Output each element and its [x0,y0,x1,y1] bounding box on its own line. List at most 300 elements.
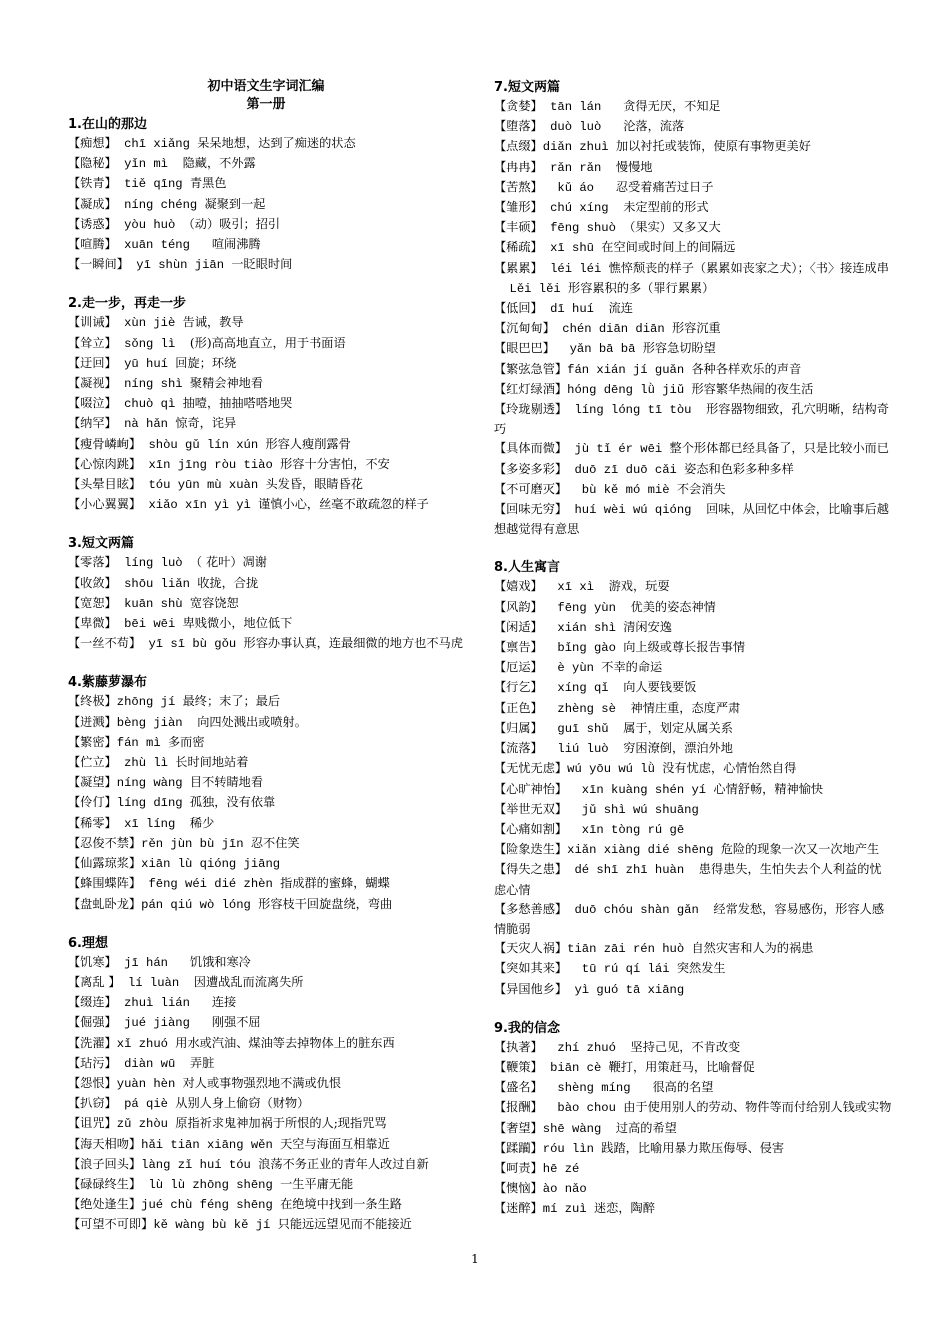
vocab-word: 【得失之患】 [494,862,568,877]
vocab-pinyin: duò luò [542,120,624,135]
vocab-pinyin: xǐ zhuó [116,1036,176,1051]
vocab-entry [494,137,892,157]
vocab-pinyin: yī sī bù gǒu [141,637,244,652]
vocab-pinyin: diǎn zhuì [542,140,616,155]
document-subtitle: 第一册 [246,97,286,112]
vocab-word: 【零落】 [68,555,117,570]
section-title: 6.理想 [68,935,108,951]
vocab-word: 【诅咒】 [68,1116,117,1131]
vocab-entry [494,980,892,1000]
vocab-word: 【伫立】 [68,755,117,770]
vocab-pinyin: xīn kuàng shén yí [567,782,714,797]
vocab-definition: 心情舒畅，精神愉快 [713,781,824,796]
vocab-pinyin: jī hán [116,955,190,970]
section-title: 8.人生寓言 [494,560,560,576]
vocab-word: 【一丝不苟】 [68,636,142,651]
vocab-definition: 形容沉重 [671,321,721,336]
vocab-pinyin: fēng wéi dié zhèn [141,877,281,892]
vocab-definition: 多而密 [167,734,205,749]
vocab-entry [494,97,892,117]
vocab-pinyin: yū huí [116,356,176,371]
vocab-word: 【无忧无虑】 [494,761,568,776]
vocab-definition: 告诫，教导 [182,315,244,330]
vocab-word: 【一瞬间】 [68,257,129,272]
vocab-definition: 形容十分害怕，不安 [280,456,390,471]
vocab-word: 【呵责】 [494,1160,543,1175]
vocab-word: 【绝处逢生】 [68,1197,142,1212]
vocab-word: 【稀零】 [68,815,117,830]
vocab-definition: 游戏，玩耍 [608,579,670,594]
vocab-pinyin: lí luàn [120,975,194,990]
vocab-definition: 用水或汽油、煤油等去掉物体上的脏东西 [175,1035,395,1050]
vocab-entry [68,733,464,753]
vocab-word: 【具体而微】 [494,441,568,456]
vocab-entry [494,577,892,597]
vocab-entry [68,354,464,374]
vocab-entry [68,174,464,194]
vocab-word: 【雏形】 [494,200,543,215]
vocab-entry [494,117,892,137]
vocab-pinyin: mí zuì [542,1202,594,1217]
vocab-pinyin: xíng qǐ [542,681,624,696]
vocab-definition: 姿态和色彩多种多样 [684,461,794,476]
vocab-definition: 回味，从回忆中体会，比喻事后越想越觉得有意思 [494,502,889,537]
vocab-entry [68,134,464,154]
vocab-word: 【奢望】 [494,1120,543,1135]
vocab-entry [494,319,892,339]
vocab-definition: 青黑色 [189,176,227,191]
vocab-entry [68,235,464,255]
vocab-entry [494,259,892,279]
vocab-entry [68,1114,464,1134]
vocab-entry [68,692,464,712]
section [68,294,464,515]
vocab-entry [494,618,892,638]
vocab-word: 【诱惑】 [68,216,117,231]
vocab-pinyin: xī líng [116,816,190,831]
vocab-entry [68,594,464,614]
vocab-entry [494,299,892,319]
vocab-word: 【风韵】 [494,599,543,614]
vocab-definition: 天空与海面互相靠近 [280,1136,390,1151]
vocab-word: 【纳罕】 [68,416,117,431]
section-title: 4.紫藤萝瀑布 [68,675,147,691]
vocab-pinyin: zǔ zhòu [116,1117,176,1132]
vocab-entry [494,860,892,899]
vocab-word: 【终极】 [68,694,117,709]
vocab-pinyin: xī xì [542,580,609,595]
vocab-pinyin: léi léi [542,261,609,276]
vocab-entry [68,634,464,654]
vocab-entry [68,993,464,1013]
vocab-entry [68,753,464,773]
section [68,534,464,654]
vocab-word: 【盘虬卧龙】 [68,896,142,911]
vocab-word: 【倔强】 [68,1015,117,1030]
vocab-word: 【蹂躏】 [494,1140,543,1155]
vocab-definition: 谨慎小心，丝毫不敢疏忽的样子 [258,497,429,512]
vocab-entry [494,678,892,698]
vocab-entry [68,334,464,354]
vocab-pinyin: huí wèi wú qióng [567,503,707,518]
vocab-definition: 从别人身上偷窃（财物） [175,1096,310,1111]
vocab-entry [68,574,464,594]
vocab-entry [68,814,464,834]
section [494,78,892,539]
vocab-pinyin: zhuì lián [116,996,212,1011]
vocab-definition: 加以衬托或装饰，使原有事物更美好 [615,139,811,154]
vocab-definition: 过高的希望 [615,1120,677,1135]
vocab-pinyin: xùn jiè [116,316,183,331]
vocab-entry [494,1078,892,1098]
vocab-entry [494,959,892,979]
vocab-pinyin: rěn jùn bù jīn [141,836,251,851]
vocab-pinyin: tān lán [542,100,624,114]
vocab-entry [494,1058,892,1078]
vocab-pinyin: hóng dēng lǜ jiǔ [567,382,692,397]
vocab-definition: 稀少 [189,815,215,830]
vocab-definition: 沦落，流落 [623,119,685,134]
vocab-definition: 不幸的命运 [601,660,663,675]
vocab-pinyin: chú xíng [542,201,624,216]
vocab-entry [494,900,892,939]
vocab-word: 【缀连】 [68,995,117,1010]
vocab-entry [494,360,892,380]
vocab-pinyin: chén diān diān [554,322,672,337]
vocab-entry [494,1199,892,1219]
vocab-entry [68,1135,464,1155]
vocab-definition: 指成群的蜜蜂，蝴蝶 [280,876,390,891]
vocab-definition: 慢慢地 [615,159,653,174]
vocab-word: 【凝望】 [68,775,117,790]
vocab-entry [68,394,464,414]
vocab-pinyin: yǎn bā bā [554,342,643,357]
vocab-pinyin: yǐn mì [116,157,183,172]
vocab-entry [68,313,464,333]
vocab-word: 【训诫】 [68,315,117,330]
vocab-definition: 连接 [211,995,237,1010]
vocab-word: 【离乱 】 [68,974,121,989]
document-title: 初中语文生字词汇编 [207,79,325,94]
section-title: 2.走一步，再走一步 [68,296,186,312]
vocab-word: 【瘦骨嶙峋】 [68,436,142,451]
vocab-definition: （ 花叶）凋谢 [189,555,267,570]
vocab-definition: 神情庄重，态度严肃 [630,700,741,715]
vocab-definition: 忍受着痛苦过日子 [615,179,714,194]
vocab-pinyin: yòu huò [116,217,183,232]
vocab-definition: 喧闹沸腾 [211,237,261,252]
vocab-word: 【执著】 [494,1039,543,1054]
vocab-pinyin: líng lóng tī tòu [567,403,707,418]
vocab-entry [494,638,892,658]
vocab-definition: 没有忧虑，心情怡然自得 [662,761,797,776]
vocab-pinyin: yuàn hèn [116,1076,183,1091]
vocab-pinyin: shōu liǎn [116,576,198,591]
vocab-definition: 抽噎，抽抽嗒嗒地哭 [182,396,293,411]
vocab-pinyin: xián shì [542,620,624,635]
vocab-word: 【蜂围蝶阵】 [68,876,142,891]
section [68,115,464,275]
vocab-entry [68,1175,464,1195]
vocab-word: 【迷醉】 [494,1201,543,1216]
vocab-definition: 惊奇，诧异 [175,416,237,431]
vocab-word: 【卑微】 [68,616,117,631]
vocab-definition: 突然发生 [676,961,726,976]
vocab-pinyin: rǎn rǎn [542,160,616,175]
vocab-word: 【堕落】 [494,119,543,134]
vocab-definition: 憔悴颓丧的样子（累累如丧家之犬）；〈书〉接连成串 [608,260,889,275]
vocab-definition: 形容枝干回旋盘绕，弯曲 [258,896,393,911]
vocab-pinyin: fán mì [116,735,168,750]
vocab-definition: 目不转睛地看 [189,775,264,790]
vocab-entry [68,874,464,894]
vocab-entry [494,339,892,359]
section-title: 9.我的信念 [494,1020,560,1036]
vocab-definition: 危险的现象一次又一次地产生 [720,842,880,857]
vocab-entry [68,614,464,634]
vocab-definition: 只能远远望见而不能接近 [277,1217,412,1232]
vocab-definition: 向上级或尊长报告事情 [623,640,746,655]
vocab-entry [494,439,892,459]
vocab-definition: 对人或事物强烈地不满或仇恨 [182,1075,342,1090]
vocab-pinyin: shē wàng [542,1121,616,1136]
vocab-entry [68,773,464,793]
vocab-pinyin: dī huí [542,302,609,317]
vocab-definition: 迷恋，陶醉 [593,1201,655,1216]
vocab-definition: 鞭打，用策赶马，比喻督促 [608,1059,755,1074]
vocab-word: 【隐秘】 [68,156,117,171]
vocab-pinyin: líng luò [116,556,190,571]
vocab-word: 【沉甸甸】 [494,321,555,336]
vocab-definition: 长时间地站着 [175,755,249,770]
vocab-definition: 在空间或时间上的间隔远 [601,240,736,255]
vocab-word: 【头晕目眩】 [68,477,142,492]
vocab-entry [494,820,892,840]
vocab-pinyin: chī xiǎng [116,137,198,151]
vocab-pinyin: zhèng sè [542,701,631,716]
vocab-entry [494,480,892,500]
vocab-entry [494,1179,892,1199]
vocab-entry [68,1054,464,1074]
vocab-word: 【懊恼】 [494,1181,543,1196]
vocab-word: 【鞭策】 [494,1059,543,1074]
vocab-word: 【不可磨灭】 [494,481,568,496]
vocab-word: 【心旷神怡】 [494,781,568,796]
vocab-pinyin: níng shì [116,377,190,392]
vocab-entry [494,699,892,719]
vocab-word: 【浪子回头】 [68,1156,142,1171]
vocab-pinyin: xī shū [542,241,602,256]
vocab-word: 【举世无双】 [494,801,568,816]
vocab-pinyin: kuān shù [116,596,190,611]
vocab-word: 【迂回】 [68,355,117,370]
vocab-word: 【禀告】 [494,640,543,655]
vocab-definition: 因遭战乱而流离失所 [193,974,304,989]
vocab-pinyin: tiān zāi rén huò [567,942,692,957]
right-column [494,78,892,1239]
vocab-entry [494,279,892,299]
vocab-pinyin: pá qiè [116,1097,176,1112]
vocab-word: 【天灾人祸】 [494,941,568,956]
vocab-word [494,281,510,295]
vocab-definition: 属于，划定从属关系 [623,720,733,735]
vocab-entry [494,1098,892,1118]
vocab-pinyin: tū rú qí lái [567,962,677,977]
vocab-pinyin: hē zé [542,1161,580,1176]
vocab-definition: 由于使用别人的劳动、物件等而付给别人钱或实物 [623,1100,892,1115]
vocab-entry [494,1139,892,1159]
vocab-entry [68,195,464,215]
vocab-pinyin: nà hǎn [116,417,176,432]
vocab-word: 【可望不可即】 [68,1217,154,1232]
vocab-entry [68,455,464,475]
vocab-pinyin: bèng jiàn [116,715,198,730]
vocab-pinyin: xīn tòng rú gē [567,822,685,837]
vocab-pinyin: yì guó tā xiāng [567,982,685,997]
vocab-entry [494,380,892,400]
section [68,934,464,1236]
vocab-definition: 很高的名望 [652,1080,714,1095]
vocab-word: 【收敛】 [68,575,117,590]
vocab-pinyin: tóu yūn mù xuàn [141,478,266,493]
vocab-word: 【扒窃】 [68,1096,117,1111]
vocab-entry [494,840,892,860]
vocab-definition: 未定型前的形式 [623,200,709,215]
right-sections [494,78,892,1220]
vocab-definition: 各种各样欢乐的声音 [691,361,802,376]
vocab-definition: 坚持己见，不肯改变 [630,1039,741,1054]
vocab-word: 【痴想】 [68,136,117,150]
section [494,1019,892,1220]
vocab-definition: 回旋；环绕 [175,355,237,370]
vocab-entry [494,800,892,820]
vocab-definition: 忍不住笑 [250,835,300,850]
vocab-definition: 自然灾害和人为的祸患 [691,941,814,956]
vocab-pinyin: bēi wēi [116,617,183,632]
vocab-word: 【红灯绿酒】 [494,381,568,396]
vocab-word: 【啜泣】 [68,396,117,411]
vocab-word: 【小心翼翼】 [68,497,142,512]
vocab-definition: 经常发愁，容易感伤，形容人感情脆弱 [494,901,885,936]
vocab-pinyin: kǔ áo [542,180,616,195]
vocab-word: 【碌碌终生】 [68,1176,142,1191]
vocab-word: 【怨恨】 [68,1075,117,1090]
vocab-pinyin: níng wàng [116,776,190,791]
vocab-definition: 患得患失，生怕失去个人利益的忧虑心情 [494,862,882,897]
vocab-pinyin: guī shǔ [542,721,624,736]
vocab-pinyin: sǒng lì [116,336,190,351]
vocab-pinyin: xīn jīng ròu tiào [141,457,281,472]
vocab-word: 【冉冉】 [494,159,543,174]
vocab-definition: 流连 [608,301,633,316]
vocab-entry [68,435,464,455]
vocab-pinyin: xiǎo xīn yì yì [141,498,259,513]
vocab-definition: 隐藏，不外露 [182,156,256,171]
vocab-pinyin: liú luò [542,742,624,757]
vocab-definition: 整个形体都已经具备了，只是比较小而已 [669,441,889,456]
vocab-definition: 一眨眼时间 [231,257,293,272]
vocab-word: 【凝视】 [68,376,117,391]
vocab-definition: 宽容饶恕 [189,595,239,610]
vocab-definition: 浪荡不务正业的青年人改过自新 [258,1156,429,1171]
vocab-definition: 形容急切盼望 [642,341,716,356]
vocab-definition: (形)高高地直立，用于书面语 [189,335,346,350]
vocab-word: 【流落】 [494,741,543,756]
vocab-pinyin: pán qiú wò lóng [141,897,259,912]
vocab-pinyin: duō chóu shàn gǎn [567,902,714,917]
vocab-entry [494,759,892,779]
vocab-word: 【忍俊不禁】 [68,835,142,850]
section-title: 3.短文两篇 [68,536,134,552]
vocab-word: 【嬉戏】 [494,579,543,594]
vocab-definition: 形容累积的多（罪行累累） [568,280,715,295]
vocab-definition: 向人要钱要饭 [623,680,697,695]
vocab-pinyin: fán xián jí guǎn [567,362,692,377]
vocab-word: 【累累】 [494,260,543,275]
vocab-entry [494,400,892,439]
vocab-pinyin: xiān lù qióng jiāng [141,857,281,872]
vocab-word: 【繁弦急管】 [494,361,568,376]
vocab-definition: 践踏，比喻用暴力欺压侮辱、侵害 [601,1140,785,1155]
vocab-pinyin: duō zī duō cǎi [567,462,685,477]
vocab-entry [494,158,892,178]
vocab-pinyin: róu lìn [542,1141,602,1156]
vocab-definition: 贪得无厌，不知足 [623,99,721,113]
vocab-word: 【报酬】 [494,1100,543,1115]
vocab-entry [494,460,892,480]
vocab-pinyin: zhí zhuó [542,1040,631,1055]
vocab-definition: 刚强不屈 [211,1015,261,1030]
vocab-word: 【耸立】 [68,335,117,350]
vocab-word: 【贪婪】 [494,99,543,113]
vocab-definition: 凝聚到一起 [204,196,266,211]
vocab-definition: 穷困潦倒，漂泊外地 [623,741,733,756]
vocab-entry [68,495,464,515]
vocab-word: 【多姿多彩】 [494,461,568,476]
vocab-entry [68,374,464,394]
vocab-entry [494,198,892,218]
left-sections [68,115,464,1236]
vocab-word: 【繁密】 [68,734,117,749]
vocab-definition: 孤独，没有依靠 [189,795,276,810]
vocab-word: 【险象迭生】 [494,842,568,857]
vocab-pinyin: zhù lì [116,756,176,771]
vocab-entry [494,719,892,739]
section-title: 7.短文两篇 [494,80,560,95]
vocab-entry [68,1034,464,1054]
vocab-pinyin: kě wàng bù kě jí [153,1218,278,1233]
vocab-definition: 形容繁华热闹的夜生活 [691,381,814,396]
vocab-pinyin: zhōng jí [116,695,183,710]
vocab-word: 【丰硕】 [494,220,543,235]
vocab-pinyin: jǔ shì wú shuāng [567,802,699,817]
vocab-definition: 优美的姿态神情 [630,599,716,614]
vocab-entry [494,598,892,618]
vocab-definition: 弄脏 [189,1055,215,1070]
vocab-word: 【盛名】 [494,1080,543,1095]
vocab-word: 【洗濯】 [68,1035,117,1050]
vocab-pinyin: Lěi lěi [509,281,569,296]
vocab-pinyin: bǐng gào [542,641,624,656]
vocab-pinyin: dé shī zhī huàn [567,863,699,878]
vocab-word: 【回味无穷】 [494,502,568,517]
vocab-word: 【玲珑剔透】 [494,402,568,417]
vocab-pinyin: è yùn [542,661,602,676]
vocab-pinyin: hǎi tiān xiāng wěn [141,1137,281,1152]
vocab-pinyin: jù tǐ ér wēi [567,442,670,457]
vocab-entry [68,1094,464,1114]
vocab-word: 【宽恕】 [68,595,117,610]
